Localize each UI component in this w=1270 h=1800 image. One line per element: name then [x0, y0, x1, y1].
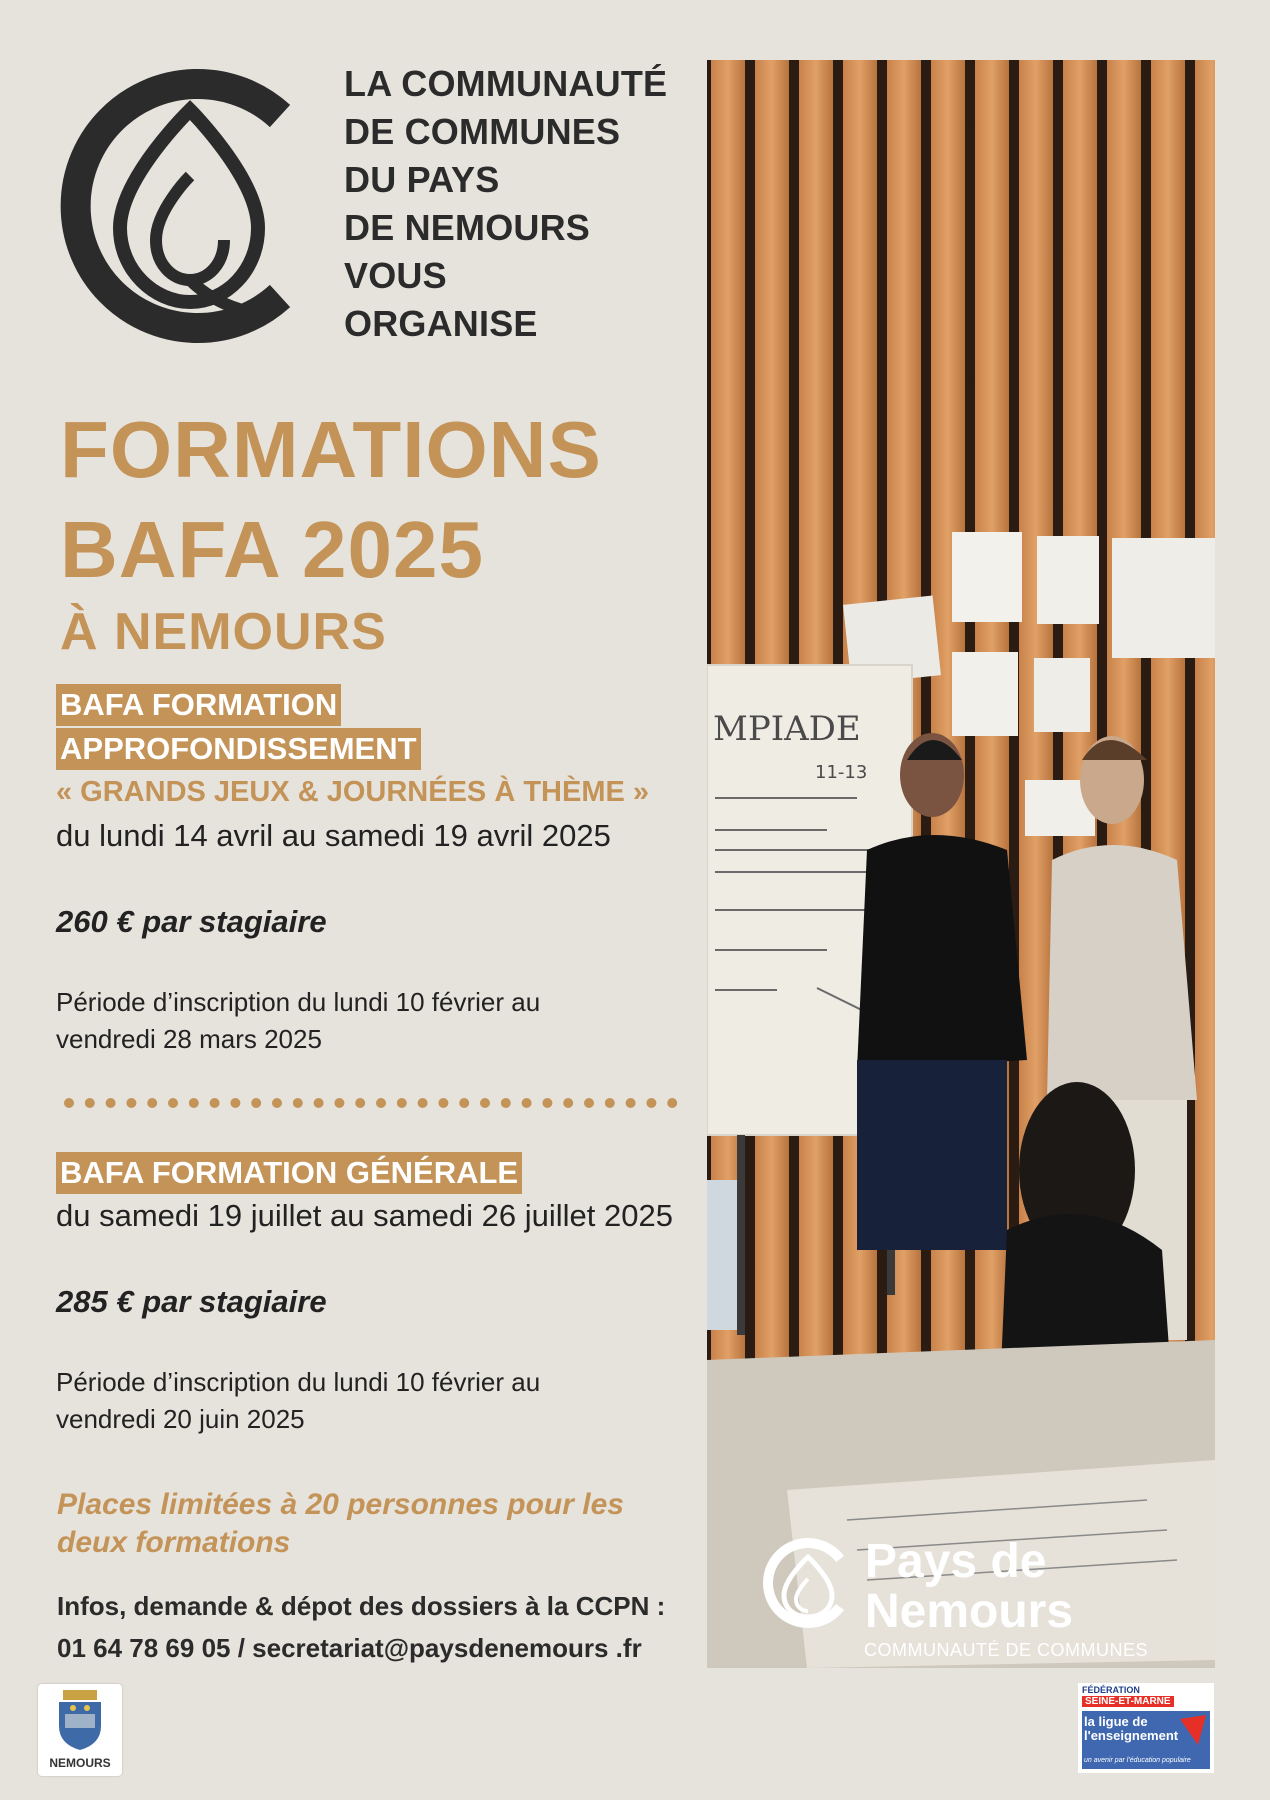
ligue-flag-icon: [1178, 1715, 1208, 1749]
brand-name-line: Pays de: [865, 1535, 1047, 1588]
nemours-coat-of-arms-icon: [55, 1690, 105, 1752]
separator-dot: [626, 1098, 636, 1108]
photo-illustration: [707, 60, 1215, 1668]
formation-approfondissement: [56, 684, 696, 1058]
separator-dot: [522, 1098, 532, 1108]
dotted-separator: [62, 1096, 682, 1110]
separator-dot: [85, 1098, 95, 1108]
separator-dot: [646, 1098, 656, 1108]
header-line: ORGANISE: [344, 303, 538, 344]
brand-name: [865, 1537, 1073, 1637]
places-line: deux formations: [57, 1526, 291, 1559]
ligue-name-line: l'enseignement: [1084, 1728, 1179, 1743]
separator-dot: [106, 1098, 116, 1108]
board-title: MPIADE: [713, 709, 861, 749]
separator-dot: [563, 1098, 573, 1108]
separator-dot: [355, 1098, 365, 1108]
separator-dot: [126, 1098, 136, 1108]
separator-dot: [147, 1098, 157, 1108]
separator-dot: [480, 1098, 490, 1108]
title-formations: FORMATIONS: [60, 405, 602, 494]
header-line: VOUS: [344, 255, 447, 296]
ccpn-logo-icon: [58, 58, 322, 354]
title-bafa-2025: BAFA 2025: [60, 505, 484, 594]
separator-dot: [501, 1098, 511, 1108]
separator-dot: [584, 1098, 594, 1108]
formation-dates: du samedi 19 juillet au samedi 26 juillet 2025: [56, 1198, 673, 1233]
places-limited-notice: [57, 1486, 697, 1562]
separator-dot: [438, 1098, 448, 1108]
board-subtitle: 11-13: [815, 762, 868, 783]
registration-period-line: Période d’inscription du lundi 10 février au: [56, 987, 541, 1017]
header-text: [344, 60, 704, 348]
separator-dot: [314, 1098, 324, 1108]
brand-name-line: Nemours: [865, 1585, 1074, 1638]
registration-period-line: vendredi 20 juin 2025: [56, 1404, 305, 1434]
ligue-name: [1084, 1715, 1184, 1743]
title-nemours: À NEMOURS: [60, 603, 387, 661]
places-line: Places limitées à 20 personnes pour les: [57, 1488, 624, 1521]
ligue-tagline: un avenir par l'éducation populaire: [1084, 1757, 1191, 1764]
ligue-federation: FÉDÉRATION: [1082, 1685, 1140, 1695]
separator-dot: [64, 1098, 74, 1108]
wood-slat: [1195, 60, 1215, 1360]
separator-dot: [542, 1098, 552, 1108]
formation-tag: APPROFONDISSEMENT: [56, 728, 421, 770]
separator-dot: [168, 1098, 178, 1108]
formation-price: 285 € par stagiaire: [56, 1284, 327, 1319]
formation-tag: BAFA FORMATION: [56, 684, 341, 726]
registration-period-line: Période d’inscription du lundi 10 février au: [56, 1367, 541, 1397]
header-line: DE COMMUNES: [344, 111, 621, 152]
ligue-department: SEINE-ET-MARNE: [1082, 1696, 1174, 1707]
separator-dot: [605, 1098, 615, 1108]
brand-subtitle: COMMUNAUTÉ DE COMMUNES: [864, 1640, 1148, 1660]
separator-dot: [230, 1098, 240, 1108]
contact-phone-email: 01 64 78 69 05 / secretariat@paysdenemours .fr: [57, 1633, 642, 1663]
separator-dot: [376, 1098, 386, 1108]
training-photo: [707, 60, 1215, 1668]
ligue-name-line: la ligue de: [1084, 1714, 1148, 1729]
ligue-enseignement-logo: [1078, 1683, 1214, 1773]
nemours-label: NEMOURS: [49, 1756, 111, 1770]
nemours-town-logo: [38, 1684, 122, 1776]
header-line: DE NEMOURS: [344, 207, 591, 248]
separator-dot: [459, 1098, 469, 1108]
formation-theme: « GRANDS JEUX & JOURNÉES À THÈME »: [56, 776, 650, 808]
contact-info: [57, 1585, 717, 1669]
registration-period: [56, 1364, 656, 1438]
separator-dot: [251, 1098, 261, 1108]
formation-tag: BAFA FORMATION GÉNÉRALE: [56, 1152, 522, 1194]
separator-dot: [334, 1098, 344, 1108]
registration-period-line: vendredi 28 mars 2025: [56, 1024, 322, 1054]
separator-dot: [189, 1098, 199, 1108]
main-title: [60, 400, 680, 664]
header-line: DU PAYS: [344, 159, 500, 200]
separator-dot: [272, 1098, 282, 1108]
separator-dot: [667, 1098, 677, 1108]
formation-price: 260 € par stagiaire: [56, 904, 327, 939]
formation-dates: du lundi 14 avril au samedi 19 avril 2025: [56, 818, 611, 853]
separator-dot: [210, 1098, 220, 1108]
separator-dot: [397, 1098, 407, 1108]
formation-generale: [56, 1152, 696, 1438]
separator-dot: [418, 1098, 428, 1108]
pays-de-nemours-brand: [707, 1515, 1215, 1665]
contact-line: Infos, demande & dépot des dossiers à la CCPN :: [57, 1591, 666, 1621]
header-line: LA COMMUNAUTÉ: [344, 63, 668, 104]
pays-de-nemours-logo-icon: [762, 1537, 854, 1629]
separator-dot: [293, 1098, 303, 1108]
registration-period: [56, 984, 656, 1058]
